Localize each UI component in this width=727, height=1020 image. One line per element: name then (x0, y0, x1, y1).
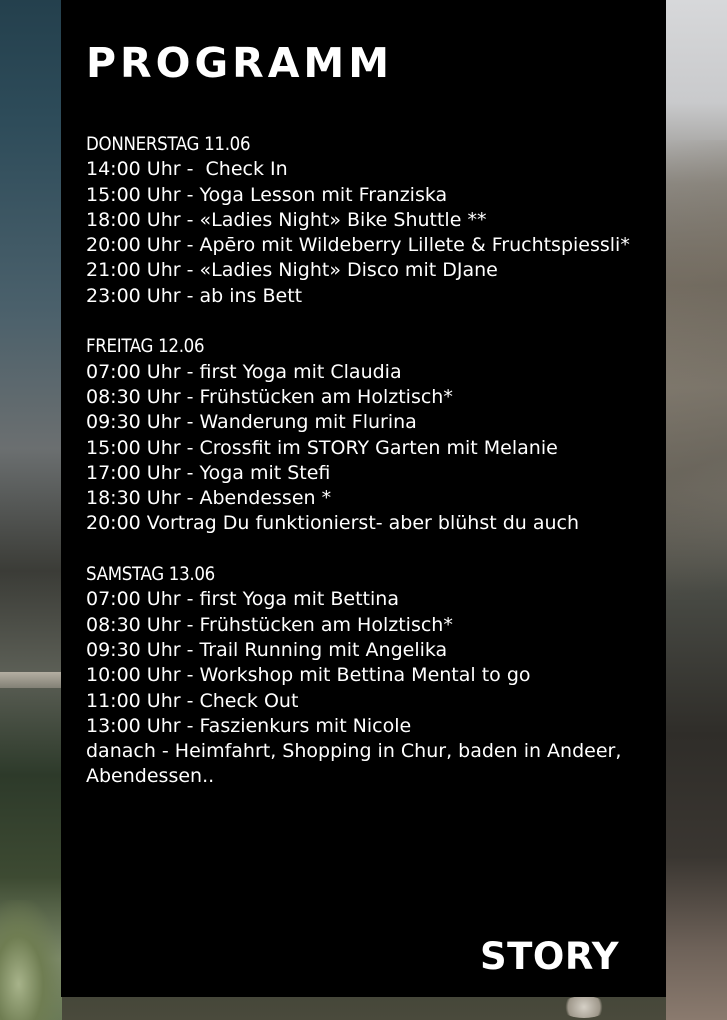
schedule-entry: danach - Heimfahrt, Shopping in Chur, baden in Andeer, Abendessen.. (86, 740, 628, 788)
schedule-entry: 11:00 Uhr - Check Out (86, 689, 299, 712)
day-heading: FREITAG 12.06 (86, 336, 205, 358)
schedule-entry: 14:00 Uhr - Check In (86, 158, 288, 181)
schedule-entry: 20:00 Uhr - Apēro mit Wildeberry Lillete & Fruchtspiessli* (86, 234, 630, 257)
day-block-saturday (86, 562, 646, 790)
day-block-friday (86, 334, 646, 536)
schedule-entry: 17:00 Uhr - Yoga mit Stefi (86, 461, 331, 484)
background-plant (0, 900, 62, 1020)
schedule-entry: 07:00 Uhr - first Yoga mit Claudia (86, 360, 402, 383)
schedule-entry: 15:00 Uhr - Crossfit im STORY Garten mit Melanie (86, 436, 558, 459)
schedule-entry: 09:30 Uhr - Trail Running mit Angelika (86, 638, 448, 661)
schedule-entry: 15:00 Uhr - Yoga Lesson mit Franziska (86, 183, 448, 206)
schedule-entry: 21:00 Uhr - «Ladies Night» Disco mit DJane (86, 259, 498, 282)
schedule-entry: 20:00 Vortrag Du funktionierst- aber blühst du auch (86, 512, 580, 535)
day-heading: SAMSTAG 13.06 (86, 564, 215, 586)
schedule-entry: 07:00 Uhr - first Yoga mit Bettina (86, 588, 399, 611)
schedule-entry: 13:00 Uhr - Faszienkurs mit Nicole (86, 714, 412, 737)
schedule-entry: 09:30 Uhr - Wanderung mit Flurina (86, 411, 417, 434)
schedule-entry: 23:00 Uhr - ab ins Bett (86, 284, 303, 307)
schedule-entry: 08:30 Uhr - Frühstücken am Holztisch* (86, 385, 453, 408)
schedule-entry: 18:30 Uhr - Abendessen * (86, 487, 332, 510)
schedule-entry: 18:00 Uhr - «Ladies Night» Bike Shuttle ** (86, 208, 487, 231)
background-mountain (666, 140, 727, 600)
schedule-entry: 08:30 Uhr - Frühstücken am Holztisch* (86, 613, 453, 636)
schedule-entry: 10:00 Uhr - Workshop mit Bettina Mental to go (86, 664, 531, 687)
background-photo-left-strip (0, 0, 62, 1020)
day-heading: DONNERSTAG 11.06 (86, 134, 251, 155)
story-logo: STORY (480, 935, 620, 978)
day-block-thursday (86, 132, 646, 309)
background-railing (0, 672, 62, 688)
background-bracelet (560, 996, 608, 1018)
page-title: PROGRAMM (86, 39, 394, 87)
schedule (86, 132, 646, 790)
